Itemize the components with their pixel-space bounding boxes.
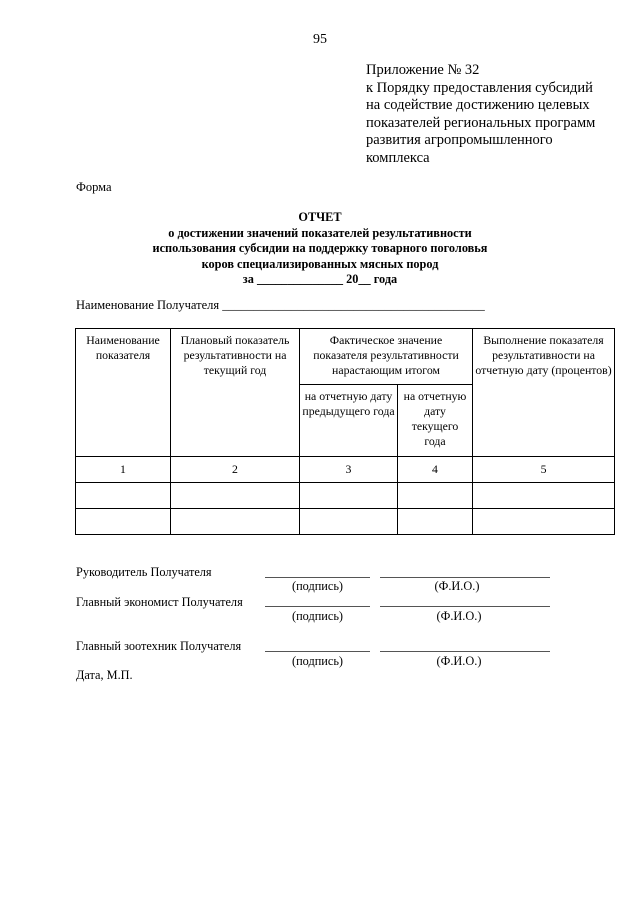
- appendix-line: комплекса: [366, 149, 430, 166]
- table-cell[interactable]: [171, 509, 300, 535]
- signature-label-zootechnician: Главный зоотехник Получателя: [76, 639, 242, 653]
- table-cell[interactable]: [300, 483, 398, 509]
- header-planned-value: Плановый показатель результативности на текущий год: [171, 329, 300, 457]
- column-number: 2: [171, 457, 300, 483]
- column-number: 4: [398, 457, 473, 483]
- appendix-line: к Порядку предоставления субсидий: [366, 79, 593, 96]
- signature-line[interactable]: [265, 651, 370, 652]
- name-line[interactable]: [380, 577, 550, 578]
- report-subtitle-line: использования субсидии на поддержку товарного поголовья: [152, 241, 488, 256]
- table-cell[interactable]: [473, 509, 615, 535]
- table-cell[interactable]: [171, 483, 300, 509]
- table-row: [76, 483, 615, 509]
- appendix-line: Приложение № 32: [366, 62, 480, 78]
- signature-label-economist: Главный экономист Получателя: [76, 595, 243, 609]
- column-number: 5: [473, 457, 615, 483]
- table-cell[interactable]: [300, 509, 398, 535]
- name-line[interactable]: [380, 606, 550, 607]
- table-cell[interactable]: [473, 483, 615, 509]
- appendix-note: [366, 62, 628, 168]
- recipient-name-field: Наименование Получателя __________________________________________: [76, 298, 485, 312]
- page-number: 95: [313, 32, 327, 47]
- table-cell[interactable]: [398, 483, 473, 509]
- appendix-line: на содействие достижению целевых: [366, 97, 590, 114]
- table-row: [76, 509, 615, 535]
- name-caption: (Ф.И.О.): [434, 579, 480, 593]
- appendix-line: развития агропромышленного: [366, 132, 553, 149]
- signature-line[interactable]: [265, 606, 370, 607]
- form-label: Форма: [76, 180, 112, 194]
- header-previous-year: на отчетную дату предыдущего года: [300, 385, 398, 457]
- name-caption: (Ф.И.О.): [436, 654, 482, 668]
- report-period-line: за ______________ 20__ года: [242, 272, 398, 287]
- header-actual-value: Фактическое значение показателя результативности нарастающим итогом: [300, 329, 473, 385]
- date-stamp-label: Дата, М.П.: [76, 668, 133, 682]
- column-number: 1: [76, 457, 171, 483]
- appendix-line: показателей региональных программ: [366, 114, 596, 131]
- report-title-block: [0, 210, 640, 288]
- table-header-row: [76, 329, 615, 385]
- table-cell[interactable]: [76, 483, 171, 509]
- report-table: [75, 328, 615, 535]
- header-indicator-name: Наименование показателя: [76, 329, 171, 457]
- signature-caption: (подпись): [291, 579, 344, 593]
- column-number: 3: [300, 457, 398, 483]
- table-cell[interactable]: [76, 509, 171, 535]
- name-line[interactable]: [380, 651, 550, 652]
- signature-label-director: Руководитель Получателя: [76, 565, 212, 579]
- table-cell[interactable]: [398, 509, 473, 535]
- signature-line[interactable]: [265, 577, 370, 578]
- signature-caption: (подпись): [291, 654, 344, 668]
- header-current-year: на отчетную дату текущего года: [398, 385, 473, 457]
- table-column-numbers: [76, 457, 615, 483]
- header-completion: Выполнение показателя результативности на отчетную дату (процентов): [473, 329, 615, 457]
- name-caption: (Ф.И.О.): [436, 609, 482, 623]
- report-subtitle-line: коров специализированных мясных пород: [201, 256, 439, 271]
- report-title: ОТЧЕТ: [298, 210, 342, 224]
- signature-caption: (подпись): [291, 609, 344, 623]
- report-subtitle-line: о достижении значений показателей результативности: [168, 225, 472, 240]
